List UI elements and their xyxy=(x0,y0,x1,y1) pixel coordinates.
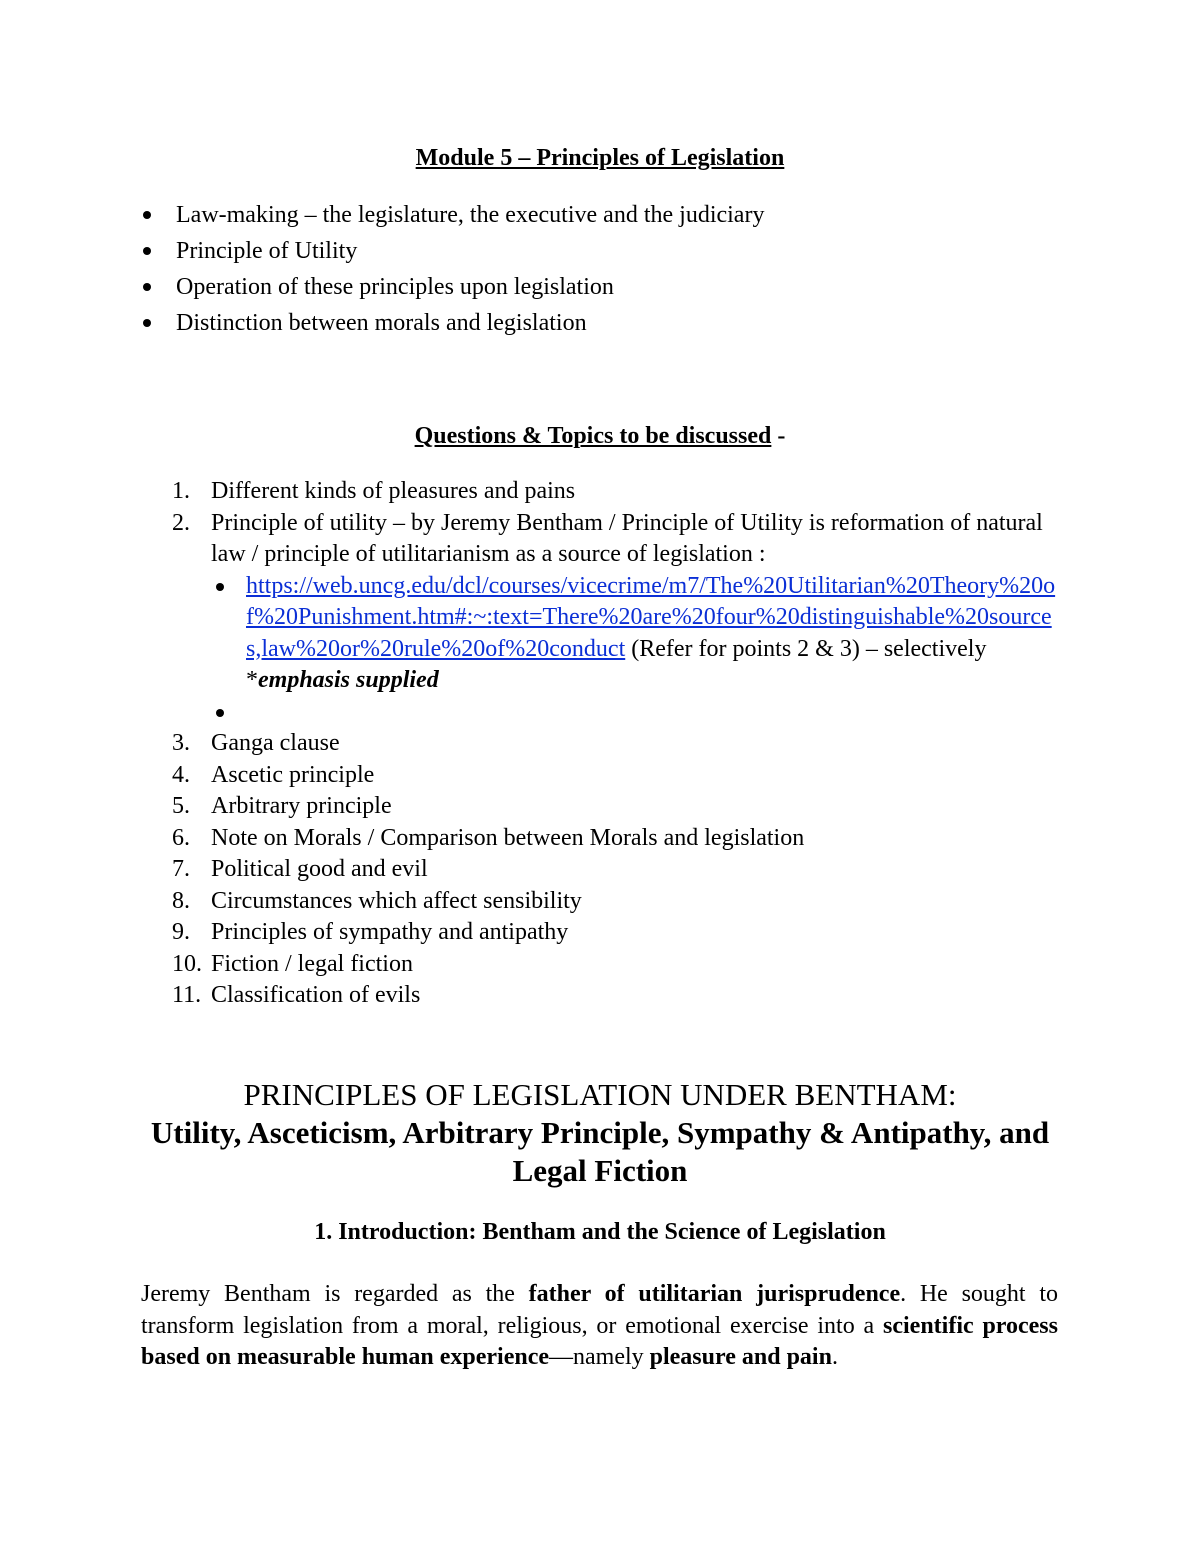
list-item: 7. Political good and evil xyxy=(172,856,428,882)
list-item: Principle of Utility xyxy=(140,234,764,270)
list-item: 3. Ganga clause xyxy=(172,730,340,756)
main-heading xyxy=(0,1076,1200,1190)
main-heading-line3: Legal Fiction xyxy=(512,1153,688,1188)
module-title: Module 5 – Principles of Legislation xyxy=(415,145,785,171)
list-item: https://web.uncg.edu/dcl/courses/vicecrime/m7/The%20Utilitarian%20Theory%20of%20Punishment.htm#:~:text=There%20are%20four%20distinguishable%20sources,law%20or%20rule%20of%20conduct (Refer for points 2 & 3) – selectively *emphasis supplied xyxy=(211,571,1060,697)
questions-title: Questions & Topics to be discussed - xyxy=(414,423,786,449)
list-item: 6. Note on Morals / Comparison between Morals and legislation xyxy=(172,824,805,851)
questions-list xyxy=(140,476,1060,1012)
section-heading: 1. Introduction: Bentham and the Science of Legislation xyxy=(314,1219,886,1245)
module-bullet-list xyxy=(140,198,764,342)
bullet-icon xyxy=(143,247,151,255)
bullet-icon xyxy=(143,211,151,219)
list-item: 9. Principles of sympathy and antipathy xyxy=(172,919,569,945)
list-item: 2. Principle of utility – by Jeremy Bentham / Principle of Utility is reformation of natural law / principle of utilitarianism as a source of legislation : https://web.uncg.edu/dcl/courses/vicecrime/m7/The%20Utilitarian%20Theory%20of%20Punishment.htm#:~:text=There%20are%20four%20distinguishable%20sources,law%20or%20rule%20of%20conduct (Refer for points 2 & 3) – selectively *emphasis supplied xyxy=(140,508,1060,729)
list-item: 1. Different kinds of pleasures and pains xyxy=(172,478,576,504)
sub-bullet-list xyxy=(211,571,1060,729)
emphasis-text: emphasis supplied xyxy=(258,667,439,693)
reference-link[interactable]: https://web.uncg.edu/dcl/courses/vicecrime/m7/The%20Utilitarian%20Theory%20of%20Punishment.htm#:~:text=There%20are%20four%20distinguishable%20sources,law%20or%20rule%20of%20conduct xyxy=(246,572,1056,662)
list-item: 10. Fiction / legal fiction xyxy=(172,950,413,977)
list-item: Operation of these principles upon legislation xyxy=(140,270,764,306)
list-item xyxy=(211,697,1060,729)
list-item: 11. Classification of evils xyxy=(172,982,421,1008)
main-heading-line1: PRINCIPLES OF LEGISLATION UNDER BENTHAM: xyxy=(243,1077,957,1112)
main-heading-line2: Utility, Asceticism, Arbitrary Principle, Sympathy & Antipathy, and xyxy=(150,1115,1050,1150)
list-item: 4. Ascetic principle xyxy=(172,761,375,788)
intro-paragraph: Jeremy Bentham is regarded as the father of utilitarian jurisprudence. He sought to transform legislation from a moral, religious, or emotional exercise into a scientific process based on measurable human experience—namely pleasure and pain. xyxy=(141,1281,1058,1370)
list-item: Distinction between morals and legislation xyxy=(140,306,764,342)
bullet-icon xyxy=(143,319,151,327)
bullet-icon xyxy=(216,583,224,591)
bullet-icon xyxy=(216,709,224,717)
list-item: 8. Circumstances which affect sensibility xyxy=(172,887,582,914)
list-item: 5. Arbitrary principle xyxy=(172,793,392,819)
list-item: Law-making – the legislature, the executive and the judiciary xyxy=(140,198,764,234)
bullet-icon xyxy=(143,283,151,291)
